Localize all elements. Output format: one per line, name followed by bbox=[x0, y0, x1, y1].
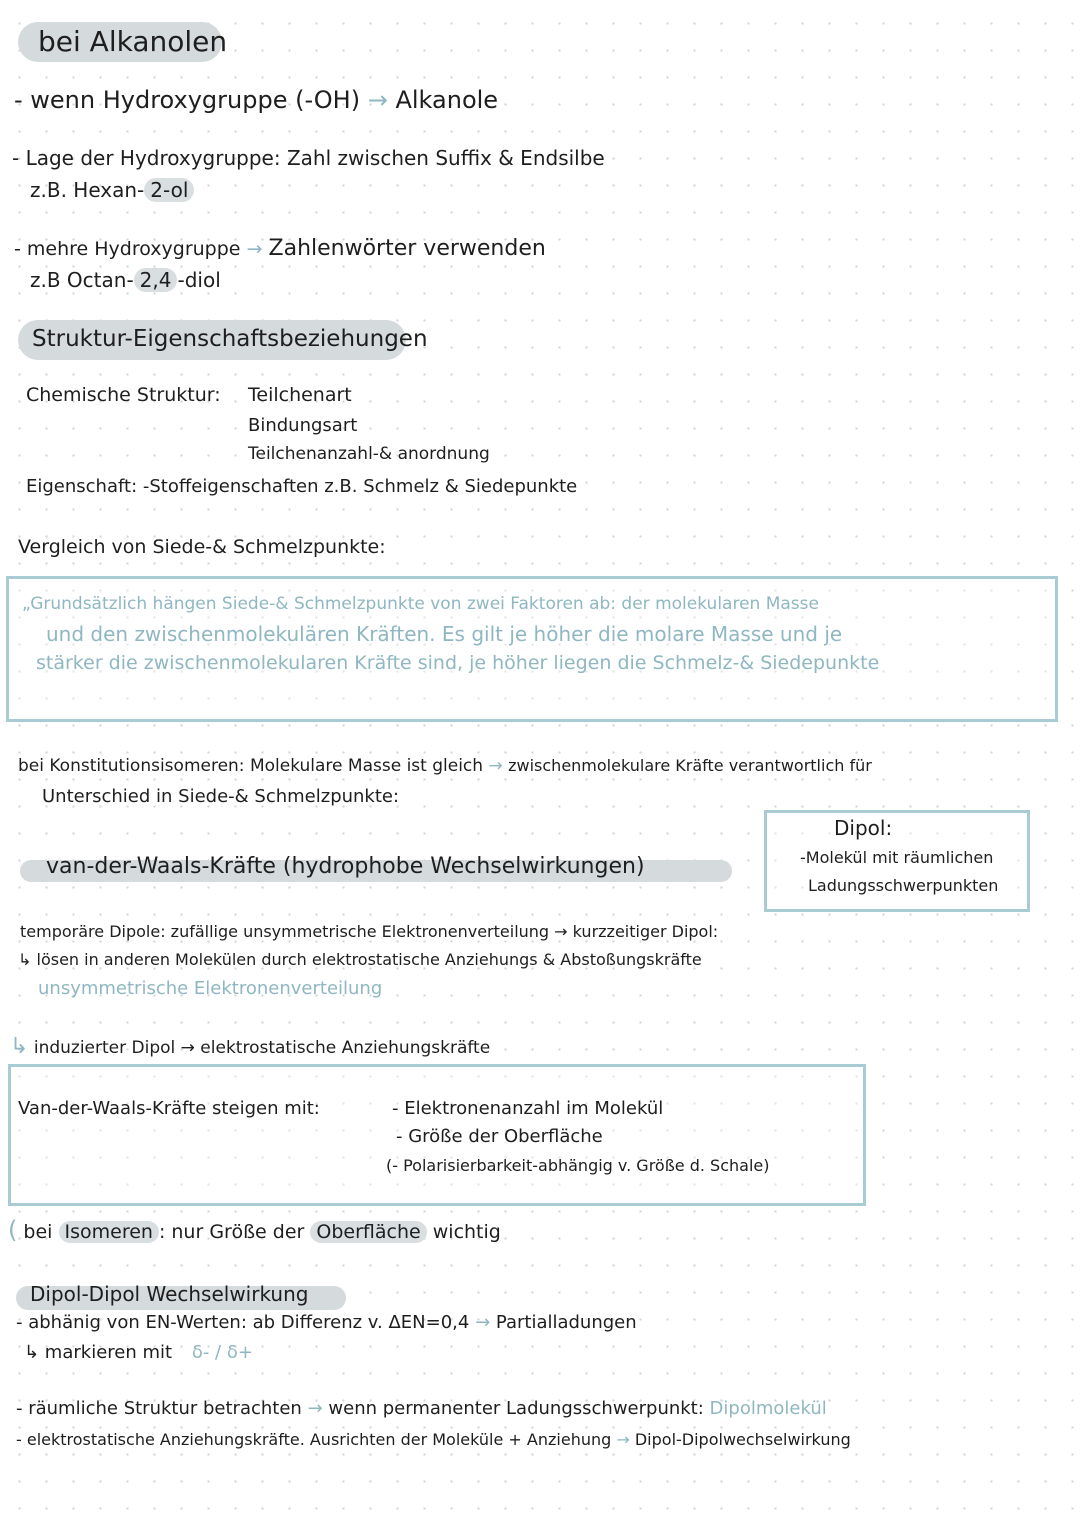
turn-arrow-icon: ↳ bbox=[10, 1034, 29, 1059]
dipol-line-3 bbox=[16, 1400, 827, 1418]
chem-item-3: Teilchenanzahl-& anordnung bbox=[248, 444, 490, 464]
eigenschaft-line: Eigenschaft: -Stoffeigenschaften z.B. Schmelz & Siedepunkte bbox=[26, 476, 578, 497]
dipol-line-3-a: - räumliche Struktur betrachten bbox=[16, 1398, 302, 1419]
alkanole-line-3-example bbox=[30, 270, 221, 290]
alkanole-line-3-b: Zahlenwörter verwenden bbox=[268, 236, 546, 261]
isomeren-line bbox=[8, 1218, 501, 1242]
dipol-box-line-1: -Molekül mit räumlichen bbox=[800, 848, 994, 867]
dipol-line-2 bbox=[24, 1344, 253, 1362]
vdw-box-item-2: - Größe der Oberfläche bbox=[396, 1126, 603, 1147]
chem-struktur-label: Chemische Struktur: bbox=[26, 384, 221, 406]
alkanole-line-1 bbox=[14, 88, 498, 112]
example-suffix: -diol bbox=[177, 268, 221, 292]
oberflaeche-highlight: Oberfläche bbox=[310, 1221, 426, 1243]
induziert-text: induzierter Dipol → elektrostatische Anziehungskräfte bbox=[33, 1038, 491, 1058]
arrow-icon: → bbox=[246, 238, 263, 260]
temporaere-dipole-line: temporäre Dipole: zufällige unsymmetrische Elektronenverteilung → kurzzeitiger Dipol: bbox=[20, 922, 719, 941]
isomere-line-1-b: zwischenmolekulare Kräfte verantwortlich für bbox=[508, 756, 872, 775]
vdw-box-item-3: (- Polarisierbarkeit-abhängig v. Größe d. Schale) bbox=[386, 1156, 770, 1175]
alkanole-line-3 bbox=[14, 238, 546, 260]
isomeren-e: wichtig bbox=[432, 1221, 501, 1243]
example-prefix: z.B Octan- bbox=[30, 268, 134, 292]
quote-line-1: „Grundsätzlich hängen Siede-& Schmelzpunkte von zwei Faktoren ab: der molekularen Masse bbox=[22, 594, 819, 614]
dipol-line-4-b: Dipol-Dipolwechselwirkung bbox=[634, 1430, 851, 1449]
chem-item-2: Bindungsart bbox=[248, 415, 358, 436]
quote-line-2: und den zwischenmolekulären Kräften. Es gilt je höher die molare Masse und je bbox=[46, 622, 843, 646]
dipol-line-1-b: Partialladungen bbox=[495, 1312, 637, 1333]
vdw-box-label: Van-der-Waals-Kräfte steigen mit: bbox=[18, 1098, 320, 1119]
heading-vdw: van-der-Waals-Kräfte (hydrophobe Wechselwirkungen) bbox=[46, 854, 645, 879]
dipol-line-1-a: - abhänig von EN-Werten: ab Differenz v. ΔEN=0,4 bbox=[16, 1312, 470, 1333]
isomere-line-2: Unterschied in Siede-& Schmelzpunkte: bbox=[42, 786, 400, 807]
delta-symbols: δ- / δ+ bbox=[191, 1342, 253, 1363]
isomere-line-1 bbox=[18, 758, 872, 775]
alkanole-line-1-b: Alkanole bbox=[395, 86, 499, 114]
isomere-line-1-a: bei Konstitutionsisomeren: Molekulare Masse ist gleich bbox=[18, 756, 484, 776]
bracket-icon: ( bbox=[8, 1216, 18, 1244]
arrow-icon: → bbox=[475, 1312, 491, 1333]
chem-item-1: Teilchenart bbox=[248, 384, 352, 406]
dipol-line-3-b: wenn permanenter Ladungsschwerpunkt: bbox=[328, 1398, 704, 1419]
loesen-line: ↳ lösen in anderen Molekülen durch elektrostatische Anziehungs & Abstoßungskräfte bbox=[18, 950, 702, 969]
alkanole-line-2: - Lage der Hydroxygruppe: Zahl zwischen Suffix & Endsilbe bbox=[12, 146, 605, 170]
arrow-icon: → bbox=[616, 1430, 630, 1449]
alkanole-line-1-a: - wenn Hydroxygruppe (-OH) bbox=[14, 86, 361, 114]
dipol-line-1 bbox=[16, 1314, 637, 1332]
example-highlight: 2,4 bbox=[134, 268, 178, 292]
isomeren-c: : nur Größe der bbox=[158, 1221, 305, 1243]
heading-dipol-dipol: Dipol-Dipol Wechselwirkung bbox=[30, 1282, 309, 1306]
dipol-line-4 bbox=[16, 1432, 851, 1448]
vdw-box-item-1: - Elektronenanzahl im Molekül bbox=[392, 1098, 664, 1119]
example-prefix: z.B. Hexan- bbox=[30, 178, 145, 202]
dipolmolekuel-term: Dipolmolekül bbox=[709, 1398, 827, 1419]
arrow-icon: → bbox=[307, 1398, 323, 1419]
example-highlight: 2-ol bbox=[144, 178, 194, 202]
isomeren-a: bei bbox=[23, 1221, 53, 1243]
heading-struktur: Struktur-Eigenschaftsbeziehungen bbox=[32, 326, 428, 352]
arrow-icon: → bbox=[488, 756, 503, 776]
quote-line-3: stärker die zwischenmolekularen Kräfte sind, je höher liegen die Schmelz-& Siedepunkte bbox=[36, 652, 880, 674]
unsymmetrisch-line: unsymmetrische Elektronenverteilung bbox=[38, 978, 383, 999]
alkanole-line-2-example bbox=[30, 180, 194, 200]
dipol-box-title: Dipol: bbox=[834, 816, 893, 840]
heading-alkanole: bei Alkanolen bbox=[38, 25, 228, 58]
induziert-line bbox=[10, 1036, 490, 1058]
isomeren-highlight: Isomeren bbox=[59, 1221, 159, 1243]
vergleich-line: Vergleich von Siede-& Schmelzpunkte: bbox=[18, 536, 386, 558]
dipol-line-4-a: - elektrostatische Anziehungskräfte. Ausrichten der Moleküle + Anziehung bbox=[16, 1430, 612, 1449]
dipol-box-line-2: Ladungsschwerpunkten bbox=[808, 876, 999, 895]
alkanole-line-3-a: - mehre Hydroxygruppe bbox=[14, 238, 241, 260]
arrow-icon: → bbox=[367, 86, 388, 114]
dipol-line-2-a: ↳ markieren mit bbox=[24, 1342, 173, 1363]
